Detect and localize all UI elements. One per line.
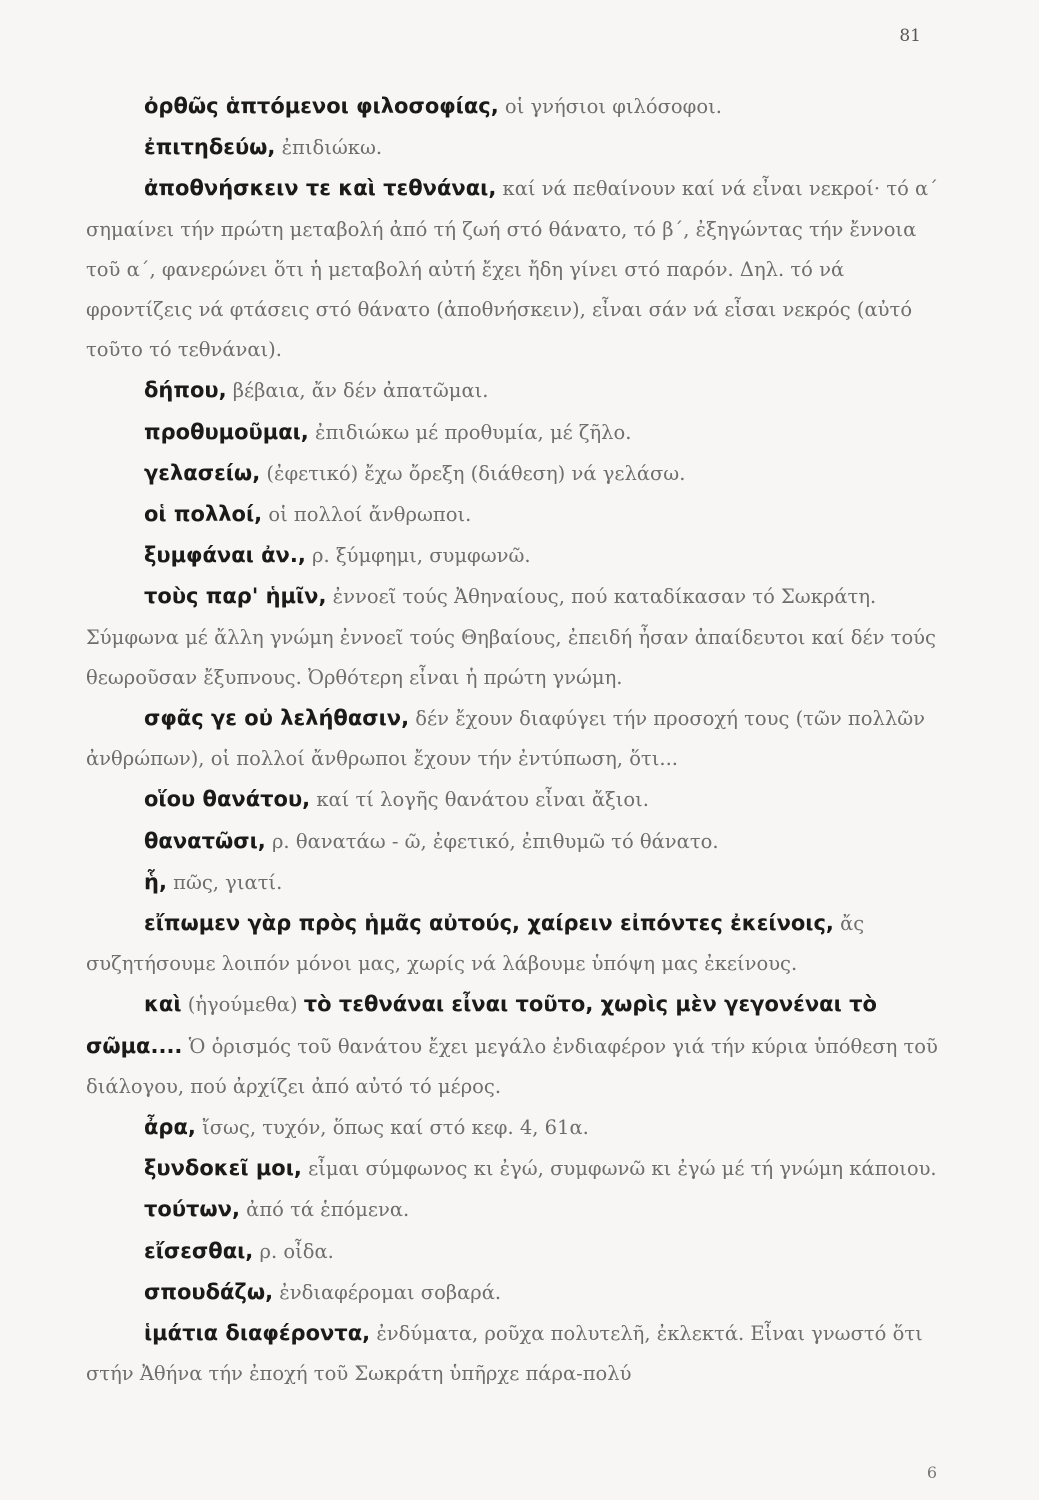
lemma: ἀποθνήσκειν τε καὶ τεθνάναι, [144,176,497,201]
entry-xyndokei [86,1148,948,1189]
lemma: τούτων, [144,1197,240,1222]
lemma: ἆρα, [144,1115,196,1140]
gloss: καί τί λογῆς θανάτου εἶναι ἄξιοι. [316,788,649,812]
gloss: ρ. ξύμφημι, συμφωνῶ. [312,544,531,568]
lemma: ἐπιτηδεύω, [144,135,276,160]
entry-kai-tethnanai [86,984,948,1107]
lemma: προθυμοῦμαι, [144,419,309,444]
commentary-body [86,86,948,1395]
gloss: βέβαια, ἄν δέν ἀπατῶμαι. [232,379,489,403]
lemma: τοὺς παρ' ἡμῖν, [144,584,327,609]
entry-tous-par-hemin [86,576,948,698]
page-number: 81 [899,26,921,46]
lemma: ξυνδοκεῖ μοι, [144,1156,302,1181]
lemma: ἱμάτια διαφέροντα, [144,1321,371,1346]
lemma: ξυμφάναι ἀν., [144,543,306,568]
lemma: θανατῶσι, [144,828,266,853]
gloss: ἐπιδιώκω. [281,136,383,160]
gloss: ἐνδύματα, ροῦχα πολυτελῆ, ἐκλεκτά. Εἶναι γνωστό ὅτι στήν Ἀθήνα τήν ἐποχή τοῦ Σωκράτη ὑπῆρχε πάρα-πολύ [86,1322,923,1386]
entry-thanatosi [86,821,948,862]
gloss: ἴσως, τυχόν, ὅπως καί στό κεφ. 4, 61α. [202,1116,589,1140]
entry-xymphanai [86,535,948,576]
gloss: εἶμαι σύμφωνος κι ἐγώ, συμφωνῶ κι ἐγώ μέ τή γνώμη κάποιου. [308,1157,937,1181]
gloss: ἐπιδιώκω μέ προθυμία, μέ ζῆλο. [314,420,632,444]
entry-ara [86,1107,948,1148]
lemma: ἧ, [144,869,167,894]
gloss: δέν ἔχουν διαφύγει τήν προσοχή τους (τῶν πολλῶν ἀνθρώπων), οἱ πολλοί ἄνθρωποι ἔχουν τήν ἐντύπωση, ὅτι... [86,707,925,771]
lemma: σπουδάζω, [144,1279,274,1304]
entry-spoudazo [86,1272,948,1313]
lemma: οἵου θανάτου, [144,787,311,812]
entry-prothymoumai [86,412,948,453]
gloss-insert: (ἡγούμεθα) [187,993,298,1017]
entry-eipomen [86,903,948,984]
entry-sphas [86,698,948,779]
gloss: καί νά πεθαίνουν καί νά εἶναι νεκροί· τό α΄ σημαίνει τήν πρώτη μεταβολή ἀπό τή ζωή στό θάνατο, τό β΄, ἐξηγώντας τήν ἔννοια τοῦ α΄, φανερώνει ὅτι ἡ μεταβολή αὐτή ἔχει ἤδη γίνει στό παρόν. Δηλ. τό νά φροντίζεις νά φτάσεις στό θάνατο (ἀποθνήσκειν), εἶναι σάν νά εἶσαι νεκρός (αὐτό τοῦτο τό τεθνάναι). [86,177,938,362]
entry-he [86,862,948,903]
gloss: οἱ γνήσιοι φιλόσοφοι. [504,95,722,118]
entry-touton [86,1189,948,1230]
lemma-continued: τὸ τεθνάναι εἶναι τοῦτο, χωρὶς μὲν γεγονέναι τὸ σῶμα.... [86,992,877,1058]
gloss: ρ. θανατάω - ῶ, ἐφετικό, ἐπιθυμῶ τό θάνατο. [271,829,719,853]
entry-depou [86,370,948,411]
gloss: οἱ πολλοί ἄνθρωποι. [268,503,472,527]
lemma: σφᾶς γε οὐ λελήθασιν, [144,706,410,731]
lemma: οἱ πολλοί, [144,502,263,527]
entry-himatia [86,1313,948,1394]
gloss: ἐνδιαφέρομαι σοβαρά. [279,1280,502,1304]
gloss: Ὁ ὁρισμός τοῦ θανάτου ἔχει μεγάλο ἐνδιαφέρον γιά τήν κύρια ὑπόθεση τοῦ διάλογου, πού ἀρχίζει ἀπό αὐτό τό μέρος. [86,1034,938,1098]
gloss: ρ. οἶδα. [259,1239,334,1263]
entry-orthos [86,86,948,127]
gloss: ἐννοεῖ τούς Ἀθηναίους, πού καταδίκασαν τό Σωκράτη. Σύμφωνα μέ ἄλλη γνώμη ἐννοεῖ τούς Θηβαίους, ἐπειδή ἦσαν ἀπαίδευτοι καί δέν τούς θεωροῦσαν ἔξυπνους. Ὀρθότερη εἶναι ἡ πρώτη γνώμη. [86,585,936,689]
signature-mark: 6 [926,1463,937,1482]
lemma: γελασείω, [144,460,261,485]
lemma: δήπου, [144,378,227,403]
entry-eisesthai [86,1231,948,1272]
entry-apothneskein [86,168,948,370]
entry-hoi-polloi [86,494,948,535]
entry-hoiou-thanatou [86,779,948,820]
entry-epitedeuo [86,127,948,168]
gloss: πῶς, γιατί. [173,870,283,894]
gloss: (ἐφετικό) ἔχω ὄρεξη (διάθεση) νά γελάσω. [266,461,686,485]
lemma: εἴπωμεν γὰρ πρὸς ἡμᾶς αὐτούς, χαίρειν εἰπόντες ἐκείνοις, [144,911,834,936]
lemma: εἴσεσθαι, [144,1238,254,1263]
gloss: ἀπό τά ἑπόμενα. [246,1198,410,1222]
lemma: καὶ [144,992,182,1017]
lemma: ὀρθῶς ἁπτόμενοι φιλοσοφίας, [144,94,499,118]
gloss: ἄς συζητήσουμε λοιπόν μόνοι μας, χωρίς νά λάβουμε ὑπόψη μας ἐκείνους. [86,912,865,976]
entry-gelaseio [86,453,948,494]
